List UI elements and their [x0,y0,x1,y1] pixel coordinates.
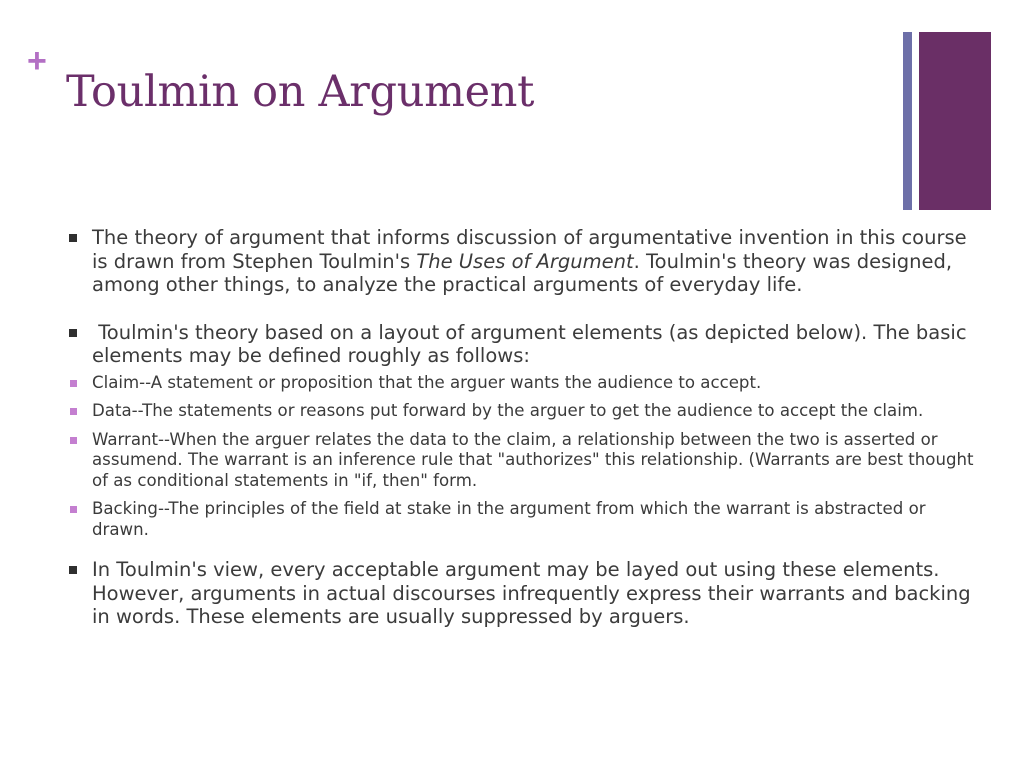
square-bullet-icon [70,437,77,444]
square-bullet-icon [69,566,77,574]
decorative-bar-thin [903,32,912,210]
bullet-layout [66,321,976,368]
sub-bullet-backing [66,499,976,540]
bullet-toulmin-view [66,558,976,629]
sub-bullet-list [66,373,976,541]
square-bullet-icon [70,506,77,513]
decorative-bar-thick [919,32,991,210]
bullet-text: The theory of argument that informs discussion of argumentative invention in this course is drawn from Stephen Toulmin's The Uses of Argument. Toulmin's theory was designed, among other things, to analyze the practical arguments of everyday life. [92,226,967,296]
bullet-theory-source [66,226,976,297]
sub-bullet-text: Data--The statements or reasons put forward by the arguer to get the audience to accept the claim. [92,401,924,420]
sub-bullet-warrant [66,430,976,492]
slide-body [66,226,976,653]
book-title: The Uses of Argument [416,249,634,273]
sub-bullet-claim [66,373,976,394]
sub-bullet-text: Backing--The principles of the field at stake in the argument from which the warrant is abstracted or drawn. [92,499,926,539]
square-bullet-icon [69,234,77,242]
sub-bullet-text: Warrant--When the arguer relates the data to the claim, a relationship between the two is asserted or assumend. The warrant is an inference rule that "authorizes" this relationship. (Warrants are best thought of as conditional statements in "if, then" form. [92,429,974,490]
bullet-text: In Toulmin's view, every acceptable argument may be layed out using these elements. However, arguments in actual discourses infrequently express their warrants and backing in words. These elements are usually suppressed by arguers. [92,558,971,628]
plus-mark: + [27,42,47,80]
square-bullet-icon [70,408,77,415]
square-bullet-icon [69,329,77,337]
sub-bullet-text: Claim--A statement or proposition that the arguer wants the audience to accept. [92,372,762,392]
square-bullet-icon [70,380,77,387]
slide-title: Toulmin on Argument [66,67,535,117]
bullet-group-layout [66,321,976,541]
sub-bullet-data [66,401,976,422]
bullet-text: Toulmin's theory based on a layout of argument elements (as depicted below). The basic elements may be defined roughly as follows: [92,320,973,367]
